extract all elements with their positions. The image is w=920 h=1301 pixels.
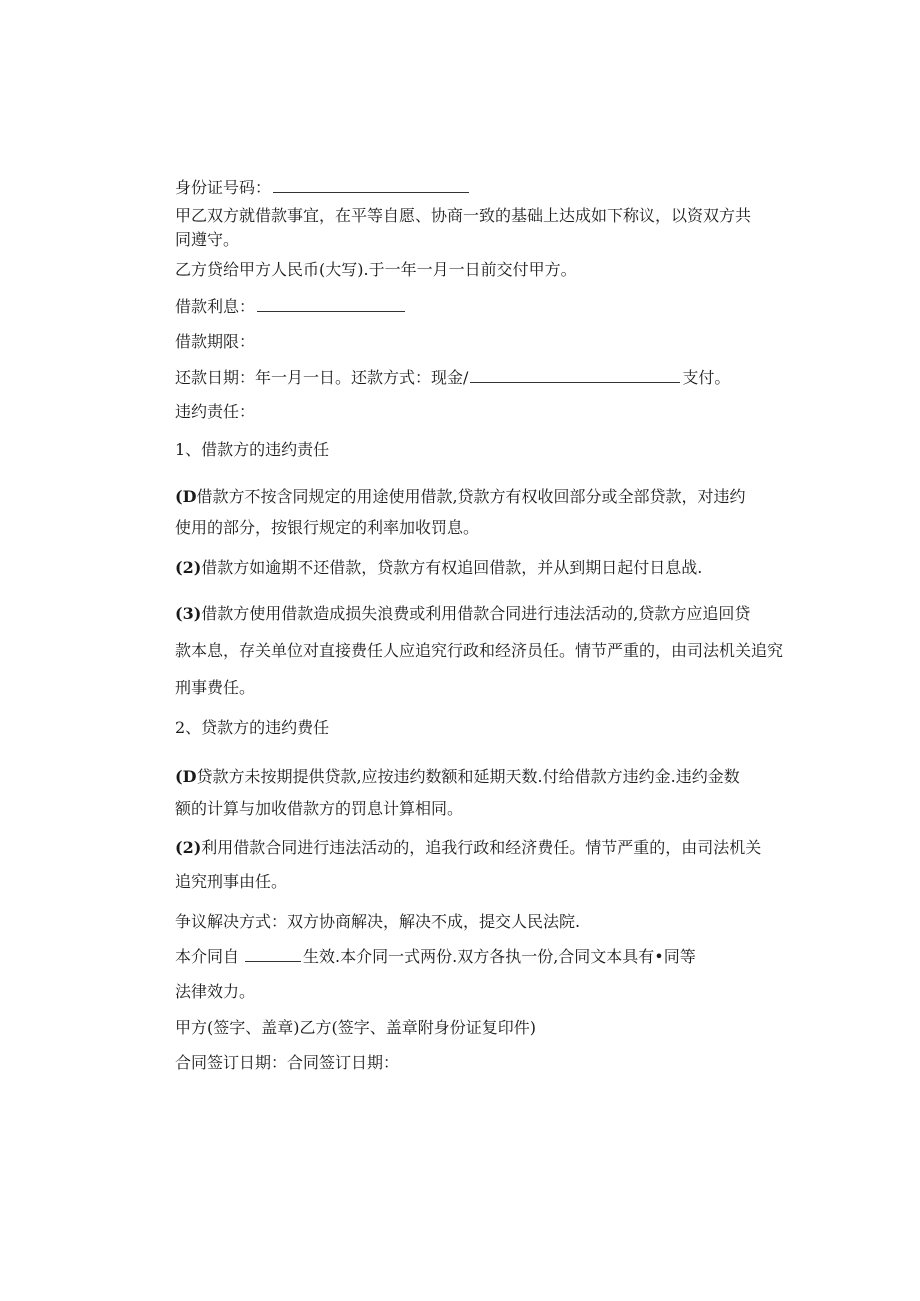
intro-line-2: 同遵守。 (175, 230, 240, 249)
borrower-clause-3 (175, 602, 750, 626)
clause-number: (2) (175, 838, 202, 857)
dispute-resolution: 争议解决方式：双方协商解决，解决不成，提交人民法院. (175, 912, 581, 931)
effect-prefix: 本介同自 (175, 947, 240, 966)
borrower-clause-3-cont: 款本息，存关单位对直接费任人应追究行政和经济员任。情节严重的，由司法机关追究 (175, 641, 784, 660)
effect-date-blank (245, 945, 301, 962)
lender-clause-2-cont: 追究刑事由任。 (175, 872, 288, 891)
interest-row (175, 295, 407, 319)
effect-suffix: 生效.本介同一式两份.双方各执一份,合同文本具有•同等 (303, 947, 696, 966)
lender-breach-heading: 2、贷款方的违约费任 (175, 718, 330, 737)
term-label: 借款期限： (175, 332, 256, 351)
interest-blank (257, 295, 405, 312)
repayment-row (175, 366, 730, 390)
id-number-label: 身份证号码： (175, 178, 272, 197)
breach-label: 违约责任： (175, 402, 256, 421)
loan-amount-clause: 乙方贷给甲方人民币(大写).于一年一月一日前交付甲方。 (175, 260, 577, 279)
effect-row (175, 945, 696, 969)
clause-text: 借款方如逾期不还借款，贷款方有权追回借款，并从到期日起付日息战. (201, 558, 703, 577)
effect-line-2: 法律效力。 (175, 982, 256, 1001)
borrower-breach-heading: 1、借款方的违约责任 (175, 440, 330, 459)
intro-line-1: 甲乙双方就借款事宜，在平等自愿、协商一致的基础上达成如下称议，以资双方共 (175, 206, 752, 225)
borrower-clause-3-cont2: 刑事费任。 (175, 678, 256, 697)
clause-text: 利用借款合同进行违法活动的，追我行政和经济费任。情节严重的，由司法机关 (201, 838, 762, 857)
signing-dates: 合同签订日期：合同签订日期： (175, 1053, 400, 1072)
id-number-row (175, 176, 471, 200)
lender-clause-2 (175, 836, 761, 860)
repayment-method-blank (470, 366, 680, 383)
interest-label: 借款利息： (175, 297, 256, 316)
lender-clause-1 (175, 765, 740, 789)
clause-number: (D (175, 767, 197, 786)
borrower-clause-2 (175, 556, 702, 580)
clause-number: (D (175, 487, 197, 506)
id-number-blank (273, 176, 469, 193)
lender-clause-1-cont: 额的计算与加收借款方的罚息计算相同。 (175, 799, 464, 818)
borrower-clause-1-cont: 使用的部分，按银行规定的利率加收罚息。 (175, 518, 480, 537)
clause-number: (3) (175, 604, 202, 623)
clause-number: (2) (175, 558, 202, 577)
clause-text: 贷款方未按期提供贷款,应按违约数额和延期天数.付给借款方违约金.违约金数 (196, 767, 740, 786)
clause-text: 借款方使用借款造成损失浪费或利用借款合同进行违法活动的,贷款方应追回贷 (201, 604, 751, 623)
repayment-prefix: 还款日期：年一月一日。还款方式：现金/ (175, 368, 469, 387)
clause-text: 借款方不按含同规定的用途使用借款,贷款方有权收回部分或全部贷款，对违约 (196, 487, 746, 506)
repayment-suffix: 支付。 (682, 368, 731, 387)
borrower-clause-1 (175, 485, 746, 509)
signature-line: 甲方(签字、盖章)乙方(签字、盖章附身份证复印件) (175, 1018, 536, 1037)
